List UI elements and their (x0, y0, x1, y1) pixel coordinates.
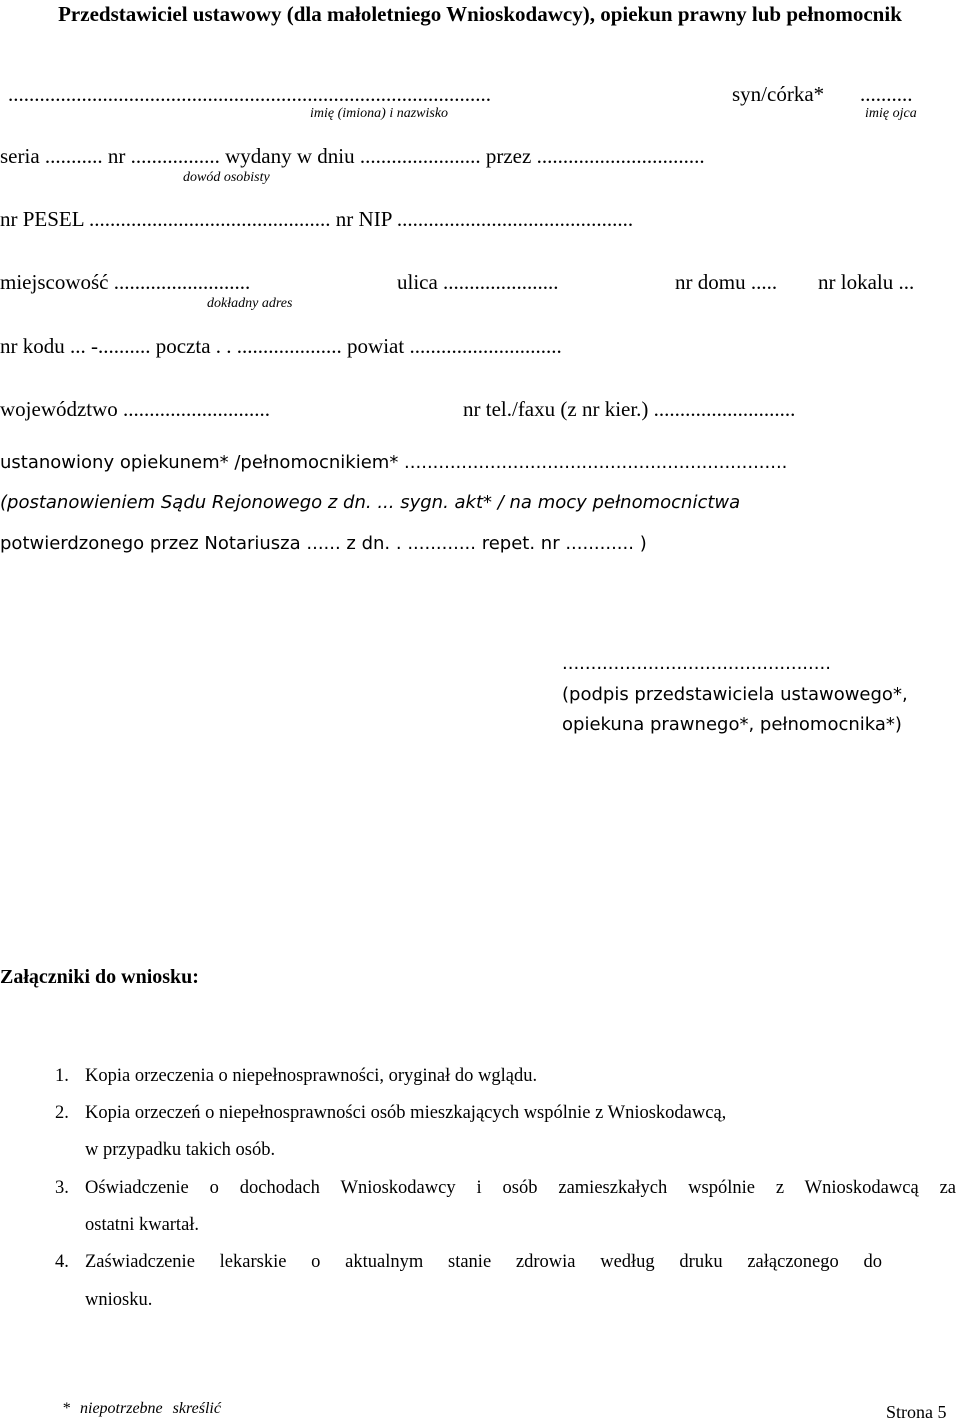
id-card-line: seria ........... nr ................. wydany w dniu ....................... przez ................................ (0, 144, 705, 168)
signature-dots: ............................................... (562, 653, 831, 674)
attachments-heading: Załączniki do wniosku: (0, 966, 199, 988)
apartment-number-field: nr lokalu ... (818, 270, 915, 294)
attachment-text: Zaświadczenie lekarskie o aktualnym stanie zdrowia według druku załączonego do (85, 1252, 882, 1272)
voivodeship-field: województwo ............................ (0, 397, 271, 421)
id-card-caption: dowód osobisty (183, 170, 270, 185)
attachment-text-cont: wniosku. (85, 1290, 153, 1310)
attachment-number: 3. (55, 1178, 69, 1198)
phone-fax-field: nr tel./faxu (z nr kier.) ........................... (463, 397, 796, 421)
attachment-text: Kopia orzeczenia o niepełnosprawności, oryginał do wglądu. (85, 1066, 538, 1086)
signature-caption-1: (podpis przedstawiciela ustawowego*, (562, 684, 908, 705)
attachment-text-cont: w przypadku takich osób. (85, 1140, 276, 1160)
locality-field: miejscowość .......................... (0, 270, 251, 294)
name-dots: ............................................................................................ (8, 82, 491, 106)
attachment-text: Oświadczenie o dochodach Wnioskodawcy i osób zamieszkałych wspólnie z Wnioskodawcą za (85, 1178, 956, 1198)
son-daughter-label: syn/córka* (732, 82, 825, 106)
father-name-dots: .......... (860, 82, 913, 106)
footnote: * niepotrzebne skreślić (62, 1400, 221, 1417)
postal-line: nr kodu ... -.......... poczta . . .................... powiat ............................. (0, 334, 562, 358)
name-caption: imię (imiona) i nazwisko (310, 106, 449, 121)
house-number-field: nr domu ..... (675, 270, 778, 294)
attachment-text-cont: ostatni kwartał. (85, 1215, 200, 1235)
address-caption: dokładny adres (207, 296, 293, 311)
father-name-caption: imię ojca (865, 106, 917, 121)
signature-caption-2: opiekuna prawnego*, pełnomocnika*) (562, 714, 902, 735)
page-number: Strona 5 (886, 1402, 947, 1422)
attachment-number: 4. (55, 1252, 69, 1272)
section-title: Przedstawiciel ustawowy (dla małoletniego Wnioskodawcy), opiekun prawny lub pełnomocnik (58, 2, 902, 26)
attachment-number: 1. (55, 1066, 69, 1086)
court-decision-line: (postanowieniem Sądu Rejonowego z dn. ... sygn. akt* / na mocy pełnomocnictwa (0, 492, 741, 513)
attachment-text: Kopia orzeczeń o niepełnosprawności osób mieszkających wspólnie z Wnioskodawcą, (85, 1103, 727, 1123)
attachment-number: 2. (55, 1103, 69, 1123)
notary-line: potwierdzonego przez Notariusza ...... z dn. . ............ repet. nr ............ ) (0, 533, 647, 554)
street-field: ulica ...................... (397, 270, 559, 294)
pesel-nip-line: nr PESEL .............................................. nr NIP ............................................. (0, 207, 634, 231)
appointed-line: ustanowiony opiekunem* /pełnomocnikiem* ................................................................... (0, 452, 788, 473)
